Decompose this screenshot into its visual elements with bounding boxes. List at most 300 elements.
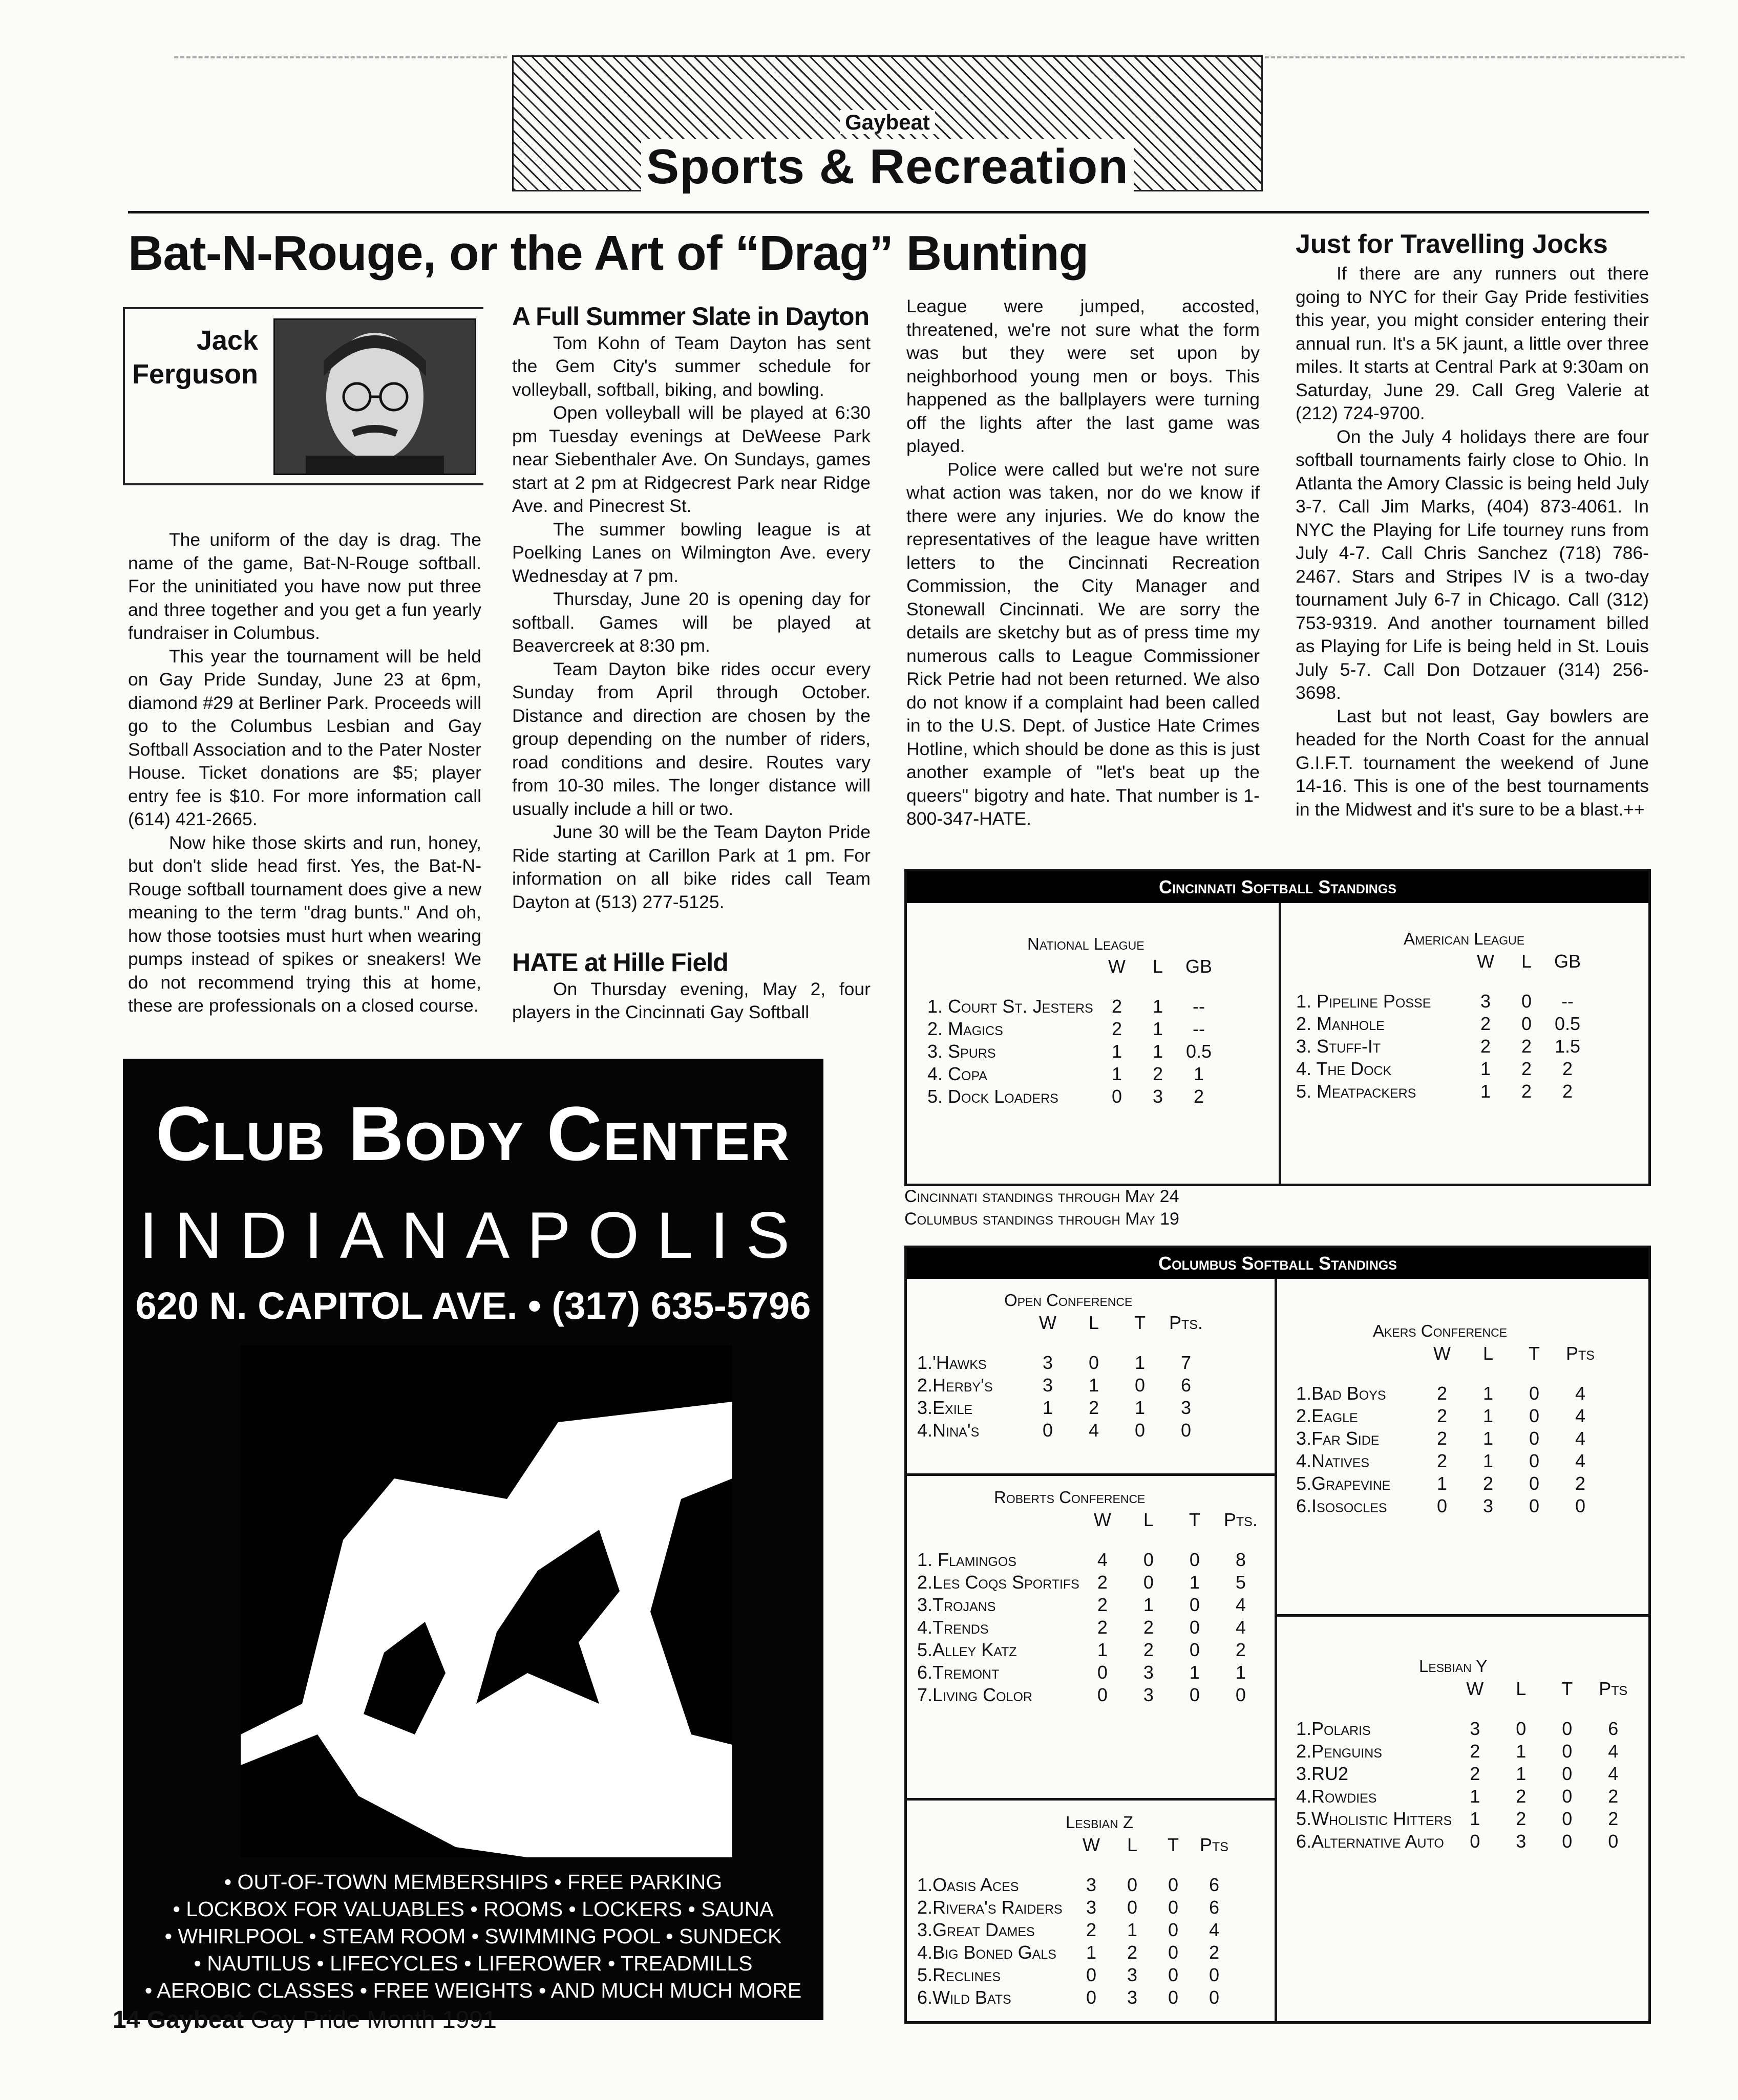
stat-cell: 2 — [1097, 1617, 1108, 1638]
hate-article-continued — [906, 295, 1260, 831]
team-name-cell: 7.Living Color — [917, 1684, 1032, 1705]
team-name-cell: 3.Exile — [917, 1397, 973, 1418]
lesbian-z-table — [917, 1811, 1235, 2009]
table-header-row — [917, 1834, 1235, 1856]
header-cell: W — [1433, 1343, 1451, 1364]
stat-cell: 0 — [1529, 1473, 1540, 1494]
stat-cell: 1 — [1482, 1405, 1494, 1426]
stat-cell: 2 — [1470, 1741, 1480, 1762]
header-cell: Pts — [1566, 1343, 1595, 1364]
stat-cell: 1 — [1470, 1808, 1480, 1829]
paragraph: On Thursday evening, May 2, four players in the Cincinnati Gay Softball — [512, 978, 871, 1022]
stat-cell: 3 — [1516, 1831, 1527, 1852]
stat-cell: 3 — [1143, 1684, 1154, 1705]
table-row — [927, 1018, 1219, 1040]
stat-cell: 3 — [1086, 1897, 1097, 1918]
team-name-cell: 1.Bad Boys — [1296, 1383, 1386, 1404]
team-name-cell: 3. Spurs — [927, 1041, 996, 1062]
stat-cell: 5 — [1235, 1572, 1246, 1593]
stat-cell: 0 — [1189, 1549, 1200, 1570]
stat-cell: 0 — [1436, 1495, 1448, 1516]
stat-cell: 1 — [1152, 1018, 1163, 1039]
team-name-cell: 1.Polaris — [1296, 1718, 1371, 1739]
team-name-cell: 6.Isosocles — [1296, 1495, 1387, 1516]
team-name-cell: 2.Herby's — [917, 1375, 993, 1396]
header-cell: GB — [1185, 956, 1212, 977]
stat-cell: 4 — [1608, 1763, 1619, 1784]
ad-title: Club Body Center — [156, 1090, 791, 1176]
stat-cell: 1 — [1152, 1041, 1163, 1062]
header-cell — [1296, 1342, 1419, 1365]
header-cell: T — [1561, 1678, 1573, 1699]
club-body-center-ad — [123, 1059, 823, 2020]
header-cell: W — [1083, 1834, 1100, 1855]
stat-cell: 0 — [1168, 1919, 1179, 1940]
stat-cell: 2 — [1152, 1063, 1163, 1084]
stat-cell: 0 — [1088, 1352, 1099, 1373]
stat-cell: 2 — [1608, 1786, 1619, 1807]
stat-cell: 1 — [1482, 1428, 1494, 1449]
stat-cell: 1 — [1143, 1594, 1154, 1615]
table-row — [917, 1896, 1235, 1919]
table-row — [1296, 1382, 1603, 1405]
paragraph: This year the tournament will be held on Gay Pride Sunday, June 23 at 6pm, diamond #29 at Berliner Park. Proceeds will go to the Columbus Lesbian and Gay Softball Association and to the Pater Noster House. Ticket donations are $5; player entry fee is $10. For more information call (614) 421-2665. — [128, 646, 481, 829]
header-cell: L — [1088, 1312, 1099, 1333]
stat-cell: 0.5 — [1185, 1041, 1212, 1062]
open-conference-table — [917, 1289, 1209, 1442]
divider — [1275, 1279, 1277, 2021]
spacer-row — [1296, 1365, 1603, 1382]
header-cell — [917, 1834, 1071, 1856]
stat-cell: 0 — [1562, 1763, 1573, 1784]
section-title: Sports & Recreation — [641, 139, 1134, 194]
table-row — [917, 1571, 1264, 1594]
jocks-headline: Just for Travelling Jocks — [1296, 229, 1608, 259]
paragraph: Last but not least, Gay bowlers are headed for the North Coast for the annual G.I.F.T. tournament the weekend of June 14-16. This is one of the best tournaments in the Midwest and it's sure to be a blast.++ — [1296, 705, 1649, 820]
stat-cell: 2 — [1436, 1405, 1448, 1426]
table-row — [1296, 1035, 1588, 1058]
paragraph: The summer bowling league is at Poelking Lanes on Wilmington Ave. every Wednesday at 7 pm. — [512, 519, 871, 586]
team-name-cell: 5.Grapevine — [1296, 1473, 1391, 1494]
stat-cell: 0 — [1529, 1495, 1540, 1516]
team-name-cell: 4.Big Boned Gals — [917, 1942, 1056, 1963]
header-cell — [927, 955, 1096, 978]
header-divider — [128, 211, 1649, 213]
table-row — [917, 1919, 1235, 1941]
conference-name: Roberts Conference — [994, 1488, 1146, 1507]
table-row — [917, 1594, 1264, 1616]
stat-cell: 2 — [1608, 1808, 1619, 1829]
stat-cell: 0 — [1127, 1897, 1138, 1918]
cincinnati-standings-title: Cincinnati Softball Standings — [907, 871, 1648, 903]
table-row — [917, 1397, 1209, 1419]
header-cell: Pts. — [1169, 1312, 1203, 1333]
stat-cell: 3 — [1470, 1718, 1480, 1739]
stat-cell: 0 — [1562, 1718, 1573, 1739]
stat-cell: 3 — [1042, 1375, 1053, 1396]
stat-cell: 0 — [1516, 1718, 1527, 1739]
stat-cell: 0 — [1235, 1684, 1246, 1705]
stat-cell: 0 — [1097, 1684, 1108, 1705]
main-article-body — [128, 528, 481, 1018]
stat-cell: 4 — [1235, 1594, 1246, 1615]
team-name-cell: 1.'Hawks — [917, 1352, 987, 1373]
header-cell: T — [1168, 1834, 1179, 1855]
header-cell: Pts — [1599, 1678, 1628, 1699]
stat-cell: 0 — [1086, 1964, 1097, 1985]
team-name-cell: 4.Nina's — [917, 1420, 980, 1441]
columbus-standings-title: Columbus Softball Standings — [907, 1248, 1648, 1279]
league-name: National League — [1027, 934, 1144, 953]
stat-cell: 0 — [1189, 1639, 1200, 1660]
team-name-cell: 3.Trojans — [917, 1594, 996, 1615]
stat-cell: 4 — [1575, 1450, 1586, 1471]
stat-cell: 0 — [1562, 1786, 1573, 1807]
stat-cell: 0 — [1529, 1450, 1540, 1471]
header-cell: W — [1093, 1509, 1111, 1530]
header-cell: W — [1108, 956, 1126, 977]
ad-feature-list — [123, 1869, 823, 2004]
stat-cell: 2 — [1127, 1942, 1138, 1963]
stat-cell: 8 — [1235, 1549, 1246, 1570]
stat-cell: 0 — [1127, 1874, 1138, 1895]
team-name-cell: 4.Trends — [917, 1617, 989, 1638]
stat-cell: 2 — [1521, 1036, 1532, 1057]
table-row — [1296, 1740, 1636, 1763]
stat-cell: 1 — [1097, 1639, 1108, 1660]
stat-cell: 2 — [1143, 1639, 1154, 1660]
stat-cell: 2 — [1516, 1786, 1527, 1807]
league-name: American League — [1404, 929, 1525, 948]
stat-cell: -- — [1193, 996, 1205, 1017]
team-name-cell: 1. Flamingos — [917, 1549, 1016, 1570]
header-cell: T — [1134, 1312, 1146, 1333]
stat-cell: 1 — [1088, 1375, 1099, 1396]
columbus-standings-box — [904, 1246, 1651, 2024]
table-row — [917, 1616, 1264, 1639]
author-box — [123, 307, 483, 485]
header-cell — [917, 1509, 1079, 1531]
stat-cell: 1 — [1436, 1473, 1448, 1494]
stat-cell: 1 — [1482, 1450, 1494, 1471]
table-row — [1296, 1718, 1636, 1740]
stat-cell: 0 — [1470, 1831, 1480, 1852]
stat-cell: 3 — [1143, 1662, 1154, 1683]
stat-cell: 0 — [1209, 1987, 1220, 2008]
team-name-cell: 1. Court St. Jesters — [927, 996, 1093, 1017]
team-name-cell: 3. Stuff-It — [1296, 1036, 1381, 1057]
header-cell — [1296, 950, 1465, 973]
stat-cell: 2 — [1480, 1013, 1491, 1034]
header-cell — [917, 1312, 1025, 1334]
stat-cell: 3 — [1042, 1352, 1053, 1373]
table-row — [1296, 1080, 1588, 1103]
table-row — [1296, 1450, 1603, 1472]
team-name-cell: 1.Oasis Aces — [917, 1874, 1019, 1895]
team-name-cell: 3.Great Dames — [917, 1919, 1035, 1940]
stat-cell: 2 — [1562, 1058, 1573, 1079]
stat-cell: 2 — [1097, 1572, 1108, 1593]
table-header-row — [917, 1312, 1209, 1334]
stat-cell: 0 — [1168, 1874, 1179, 1895]
table-row — [1296, 1013, 1588, 1035]
header-rule-right — [1265, 56, 1685, 58]
paragraph: League were jumped, accosted, threatened, we're not sure what the form was but they were set upon by neighborhood young men or boys. This happened as the ballplayers were turning off the lights after the last game was played. — [906, 296, 1260, 456]
header-cell: L — [1521, 951, 1532, 972]
table-row — [1296, 1808, 1636, 1830]
paragraph: June 30 will be the Team Dayton Pride Ride starting at Carillon Park at 1 pm. For information on all bike rides call Team Dayton at (513) 277-5125. — [512, 822, 871, 912]
conference-name: Open Conference — [1004, 1291, 1133, 1310]
team-name-cell: 3.Far Side — [1296, 1428, 1380, 1449]
team-name-cell: 2.Les Coqs Sportifs — [917, 1572, 1079, 1593]
stat-cell: 1 — [1134, 1397, 1146, 1418]
hate-article — [512, 948, 871, 1024]
american-league-table — [1296, 928, 1588, 1103]
stat-cell: 4 — [1235, 1617, 1246, 1638]
ad-feature-line: • LOCKBOX FOR VALUABLES • ROOMS • LOCKERS • SAUNA — [173, 1897, 774, 1921]
stat-cell: 6 — [1608, 1718, 1619, 1739]
stat-cell: 2 — [1088, 1397, 1099, 1418]
league-name: Lesbian Y — [1419, 1657, 1488, 1676]
divider — [907, 1473, 1275, 1476]
table-row — [1296, 1427, 1603, 1450]
stat-cell: 2 — [1436, 1383, 1448, 1404]
section-kicker: Gaybeat — [840, 110, 935, 134]
table-row — [927, 995, 1219, 1018]
spacer-row — [1296, 1700, 1636, 1718]
stat-cell: 2 — [1209, 1942, 1220, 1963]
columbus-through-note: Columbus standings through May 19 — [904, 1209, 1179, 1229]
header-cell: L — [1143, 1509, 1154, 1530]
stat-cell: 4 — [1088, 1420, 1099, 1441]
team-name-cell: 2.Eagle — [1296, 1405, 1358, 1426]
stat-cell: -- — [1561, 991, 1574, 1012]
spacer-row — [917, 1531, 1264, 1549]
stat-cell: 0 — [1209, 1964, 1220, 1985]
paragraph: Open volleyball will be played at 6:30 pm Tuesday evenings at DeWeese Park near Siebenthaler Ave. On Sundays, games start at 2 pm at Ridgecrest Park near Ridge Ave. and Pinecrest St. — [512, 402, 871, 516]
stat-cell: 1 — [1111, 1063, 1122, 1084]
publication-name: Gaybeat — [146, 2006, 244, 2033]
ad-feature-line: • WHIRLPOOL • STEAM ROOM • SWIMMING POOL • SUNDECK — [164, 1924, 782, 1948]
stat-cell: 1 — [1516, 1741, 1527, 1762]
stat-cell: 0 — [1168, 1964, 1179, 1985]
stat-cell: 0 — [1168, 1987, 1179, 2008]
table-header-row — [1296, 950, 1588, 973]
stat-cell: 0 — [1134, 1420, 1146, 1441]
table-row — [917, 1352, 1209, 1374]
stat-cell: 2 — [1575, 1473, 1586, 1494]
table-row — [927, 1085, 1219, 1108]
team-name-cell: 5.Wholistic Hitters — [1296, 1808, 1452, 1829]
table-row — [1296, 990, 1588, 1013]
stat-cell: 0 — [1521, 991, 1532, 1012]
section-header-banner — [512, 55, 1263, 194]
header-cell: W — [1466, 1678, 1484, 1699]
divider — [907, 1798, 1275, 1801]
paragraph: If there are any runners out there going to NYC for their Gay Pride festivities this year, you might consider entering their annual run. It's a 5K jaunt, a little over three miles. It starts at Central Park at 9:30am on Saturday, June 29. Call Greg Valerie at (212) 724-9700. — [1296, 263, 1649, 423]
stat-cell: 1 — [1111, 1041, 1122, 1062]
spacer-row — [1296, 973, 1588, 990]
stat-cell: 1 — [1086, 1942, 1097, 1963]
paragraph: On the July 4 holidays there are four softball tournaments fairly close to Ohio. In Atlanta the Amory Classic is being held July 3-7. Call Jim Marks, (404) 873-4061. In NYC the Playing for Life tourney runs from July 4-7. Call Chris Sanchez (718) 786-2467. Stars and Stripes IV is a two-day tournament July 6-7 in Chicago. Call (312) 753-9319. And another tournament billed as Playing for Life is being held in St. Louis July 5-7. Call Don Dotzauer (314) 256-3698. — [1296, 426, 1649, 703]
stat-cell: 0 — [1562, 1741, 1573, 1762]
main-headline: Bat-N-Rouge, or the Art of “Drag” Bunting — [128, 226, 1089, 281]
stat-cell: 0 — [1529, 1428, 1540, 1449]
table-row — [917, 1639, 1264, 1661]
table-row — [1296, 1495, 1603, 1517]
table-header-row — [1296, 1678, 1636, 1700]
national-league-table — [927, 933, 1219, 1108]
stat-cell: 0 — [1042, 1420, 1053, 1441]
stat-cell: 2 — [1470, 1763, 1480, 1784]
jocks-article-body — [1296, 262, 1649, 821]
stat-cell: 1 — [1152, 996, 1163, 1017]
header-cell: Pts. — [1223, 1509, 1258, 1530]
team-name-cell: 5.Alley Katz — [917, 1639, 1017, 1660]
stat-cell: 3 — [1152, 1086, 1163, 1107]
stat-cell: 1 — [1042, 1397, 1053, 1418]
stat-cell: 1 — [1480, 1081, 1491, 1102]
team-name-cell: 4.Natives — [1296, 1450, 1370, 1471]
stat-cell: 1.5 — [1554, 1036, 1581, 1057]
header-cell — [1296, 1678, 1452, 1700]
stat-cell: 0 — [1111, 1086, 1122, 1107]
table-row — [1296, 1830, 1636, 1853]
divider — [1277, 1614, 1648, 1617]
stat-cell: 0 — [1529, 1383, 1540, 1404]
team-name-cell: 6.Tremont — [917, 1662, 1000, 1683]
stat-cell: 0 — [1529, 1405, 1540, 1426]
standings-date-notes — [904, 1185, 1179, 1230]
table-row — [1296, 1058, 1588, 1080]
table-row — [1296, 1785, 1636, 1808]
stat-cell: 1 — [1193, 1063, 1204, 1084]
paragraph: Now hike those skirts and run, honey, but don't slide head first. Yes, the Bat-N-Rouge softball tournament does give a new meaning to the term "drag bunts." And oh, how those tootsies must hurt when wearing pumps instead of spikes or sneakers! We do not recommend trying this at home, these are professionals on a closed course. — [128, 832, 481, 1016]
stat-cell: 3 — [1180, 1397, 1192, 1418]
stat-cell: 0 — [1086, 1987, 1097, 2008]
team-name-cell: 1. Pipeline Posse — [1296, 991, 1431, 1012]
stat-cell: 1 — [1189, 1662, 1200, 1683]
header-cell: T — [1529, 1343, 1540, 1364]
stat-cell: 2 — [1086, 1919, 1097, 1940]
header-cell: GB — [1554, 951, 1581, 972]
table-row — [917, 1419, 1209, 1442]
ad-feature-line: • NAUTILUS • LIFECYCLES • LIFEROWER • TREADMILLS — [194, 1952, 753, 1975]
team-name-cell: 2.Rivera's Raiders — [917, 1897, 1063, 1918]
header-cell: T — [1189, 1509, 1200, 1530]
stat-cell: 2 — [1482, 1473, 1494, 1494]
table-row — [917, 1941, 1235, 1964]
stat-cell: 3 — [1480, 991, 1491, 1012]
stat-cell: 4 — [1209, 1919, 1220, 1940]
table-header-row — [927, 955, 1219, 978]
cincinnati-through-note: Cincinnati standings through May 24 — [904, 1187, 1179, 1206]
table-row — [927, 1063, 1219, 1085]
header-cell: Pts — [1200, 1834, 1228, 1855]
stat-cell: 0 — [1521, 1013, 1532, 1034]
stat-cell: 2 — [1143, 1617, 1154, 1638]
league-name: Lesbian Z — [1066, 1813, 1134, 1832]
stat-cell: 3 — [1127, 1964, 1138, 1985]
table-row — [917, 1964, 1235, 1986]
lesbian-y-table — [1296, 1655, 1636, 1853]
table-row — [1296, 1405, 1603, 1427]
stat-cell: 2 — [1097, 1594, 1108, 1615]
header-cell: W — [1477, 951, 1494, 972]
author-last-name: Ferguson — [132, 359, 258, 390]
page-number: 14 — [113, 2006, 140, 2033]
ad-address: 620 N. CAPITOL AVE. • (317) 635-5796 — [135, 1284, 811, 1327]
issue-date: Gay Pride Month 1991 — [250, 2006, 497, 2033]
header-cell: L — [1152, 956, 1163, 977]
team-name-cell: 5. Dock Loaders — [927, 1086, 1058, 1107]
stat-cell: 0.5 — [1554, 1013, 1581, 1034]
team-name-cell: 2. Magics — [927, 1018, 1003, 1039]
stat-cell: 2 — [1193, 1086, 1204, 1107]
stat-cell: 1 — [1470, 1786, 1480, 1807]
team-name-cell: 3.RU2 — [1296, 1763, 1349, 1784]
stat-cell: 0 — [1562, 1831, 1573, 1852]
team-name-cell: 5.Reclines — [917, 1964, 1001, 1985]
team-name-cell: 6.Alternative Auto — [1296, 1831, 1444, 1852]
header-rule-left — [174, 56, 507, 58]
ad-feature-line: • OUT-OF-TOWN MEMBERSHIPS • FREE PARKING — [224, 1870, 723, 1894]
team-name-cell: 4. Copa — [927, 1063, 987, 1084]
stat-cell: 4 — [1575, 1383, 1586, 1404]
stat-cell: 0 — [1189, 1617, 1200, 1638]
stat-cell: 0 — [1143, 1549, 1154, 1570]
team-name-cell: 4. The Dock — [1296, 1058, 1392, 1079]
paragraph: Tom Kohn of Team Dayton has sent the Gem City's summer schedule for volleyball, softball, biking, and bowling. — [512, 332, 871, 400]
stat-cell: 4 — [1575, 1428, 1586, 1449]
table-row — [917, 1684, 1264, 1706]
paragraph: Team Dayton bike rides occur every Sunday from April through October. Distance and direction are chosen by the group depending on the number of riders, road conditions and desire. Routes vary from 10-30 miles. The longer distance will usually include a hill or two. — [512, 658, 871, 819]
stat-cell: 4 — [1575, 1405, 1586, 1426]
stat-cell: 0 — [1143, 1572, 1154, 1593]
stat-cell: 2 — [1516, 1808, 1527, 1829]
ad-illustration — [241, 1345, 732, 1857]
table-header-row — [1296, 1342, 1603, 1365]
stat-cell: 1 — [1516, 1763, 1527, 1784]
table-row — [1296, 1472, 1603, 1495]
dayton-headline: A Full Summer Slate in Dayton — [512, 302, 870, 331]
stat-cell: 0 — [1575, 1495, 1586, 1516]
stat-cell: 0 — [1134, 1375, 1146, 1396]
spacer-row — [917, 1334, 1209, 1352]
stat-cell: 2 — [1436, 1428, 1448, 1449]
page-footer — [113, 2006, 497, 2034]
stat-cell: 2 — [1235, 1639, 1246, 1660]
stat-cell: 1 — [1127, 1919, 1138, 1940]
header-cell: L — [1482, 1343, 1494, 1364]
stat-cell: 1 — [1189, 1572, 1200, 1593]
stat-cell: 3 — [1086, 1874, 1097, 1895]
table-row — [917, 1549, 1264, 1571]
stat-cell: 0 — [1168, 1897, 1179, 1918]
table-row — [917, 1986, 1235, 2009]
author-first-name: Jack — [196, 325, 258, 356]
paragraph: Police were called but we're not sure what action was taken, nor do we know if there were any injuries. We do know the representatives of the league have written letters to the Cincinnati Recreation Commission, the City Manager and Stonewall Cincinnati. We are sorry the details are sketchy but as of press time my numerous calls to League Commissioner Rick Petrie had not been returned. We also do not know if a complaint had been called in to the U.S. Dept. of Justice Hate Crimes Hotline, which should be done as this is just another example of "let's beat up the queers" bigotry and hate. That number is 1-800-347-HATE. — [906, 459, 1260, 829]
table-header-row — [917, 1509, 1264, 1531]
stat-cell: 1 — [1134, 1352, 1146, 1373]
stat-cell: 1 — [1235, 1662, 1246, 1683]
stat-cell: 7 — [1180, 1352, 1192, 1373]
table-row — [917, 1874, 1235, 1896]
header-cell: L — [1516, 1678, 1527, 1699]
stat-cell: 2 — [1111, 996, 1122, 1017]
stat-cell: 0 — [1608, 1831, 1619, 1852]
cincinnati-standings-box — [904, 869, 1651, 1186]
